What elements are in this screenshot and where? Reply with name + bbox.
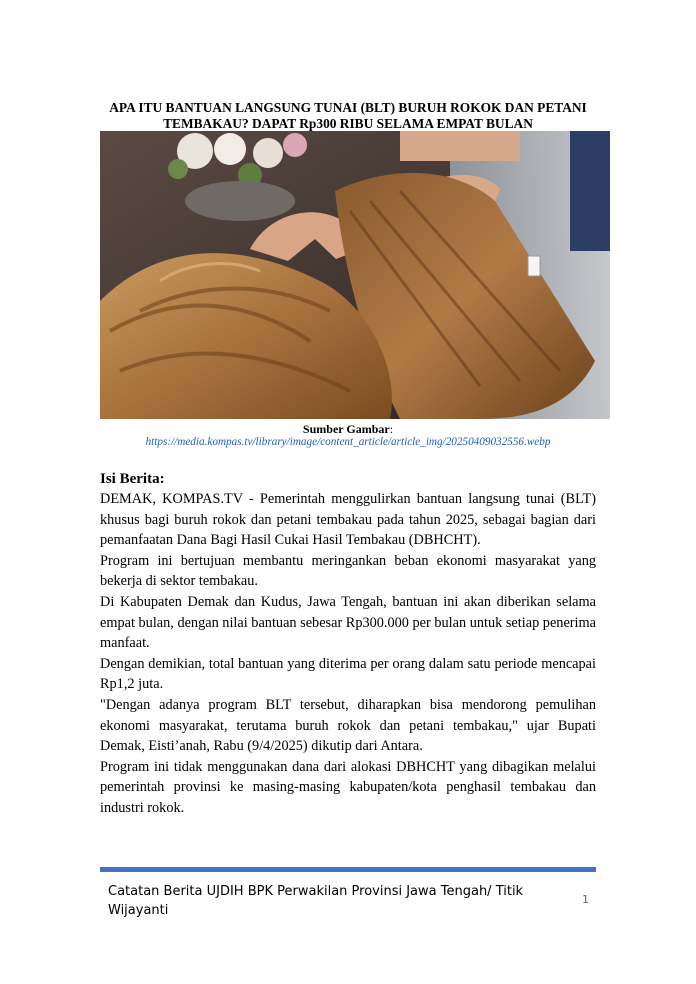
article-photo: [100, 131, 610, 419]
footer-text: Catatan Berita UJDIH BPK Perwakilan Provinsi Jawa Tengah/ Titik Wijayanti: [108, 884, 524, 918]
section-heading: Isi Berita:: [100, 471, 165, 487]
image-credit-label: Sumber Gambar: [302, 422, 390, 436]
image-credit: [100, 422, 596, 436]
article-title: APA ITU BANTUAN LANGSUNG TUNAI (BLT) BURUH ROKOK DAN PETANI TEMBAKAU? DAPAT Rp300 RIBU SELAMA EMPAT BULAN: [109, 100, 587, 131]
article-paragraph: "Dengan adanya program BLT tersebut, diharapkan bisa mendorong pemulihan ekonomi masyarakat, terutama buruh rokok dan petani tembakau," ujar Bupati Demak, Eisti’anah, Rabu (9/4/2025) dikutip dari Antara.: [100, 696, 596, 755]
image-credit-separator: :: [389, 422, 394, 436]
footer-divider: [100, 867, 596, 872]
article-paragraph: Program ini bertujuan membantu meringankan beban ekonomi masyarakat yang bekerja di sektor tembakau.: [100, 552, 596, 590]
page-number: 1: [582, 893, 589, 906]
article-body: [100, 489, 596, 819]
article-paragraph: Dengan demikian, total bantuan yang diterima per orang dalam satu periode mencapai Rp1,2 juta.: [100, 655, 596, 693]
article-paragraph: Program ini tidak menggunakan dana dari alokasi DBHCHT yang dibagikan melalui pemerintah provinsi ke masing-masing kabupaten/kota penghasil tembakau dan industri rokok.: [100, 758, 596, 816]
tobacco-leaves-image: [100, 131, 610, 419]
image-source-link[interactable]: https://media.kompas.tv/library/image/content_article/article_img/20250409032556.webp: [145, 436, 551, 448]
article-paragraph: DEMAK, KOMPAS.TV - Pemerintah menggulirkan bantuan langsung tunai (BLT) khusus bagi buruh rokok dan petani tembakau pada tahun 2025, sebagai bagian dari pemanfaatan Dana Bagi Hasil Cukai Hasil Tembakau (DBHCHT).: [100, 491, 596, 549]
article-paragraph: Di Kabupaten Demak dan Kudus, Jawa Tengah, bantuan ini akan diberikan selama empat bulan, dengan nilai bantuan sebesar Rp300.000 per bulan untuk setiap penerima manfaat.: [100, 593, 596, 652]
